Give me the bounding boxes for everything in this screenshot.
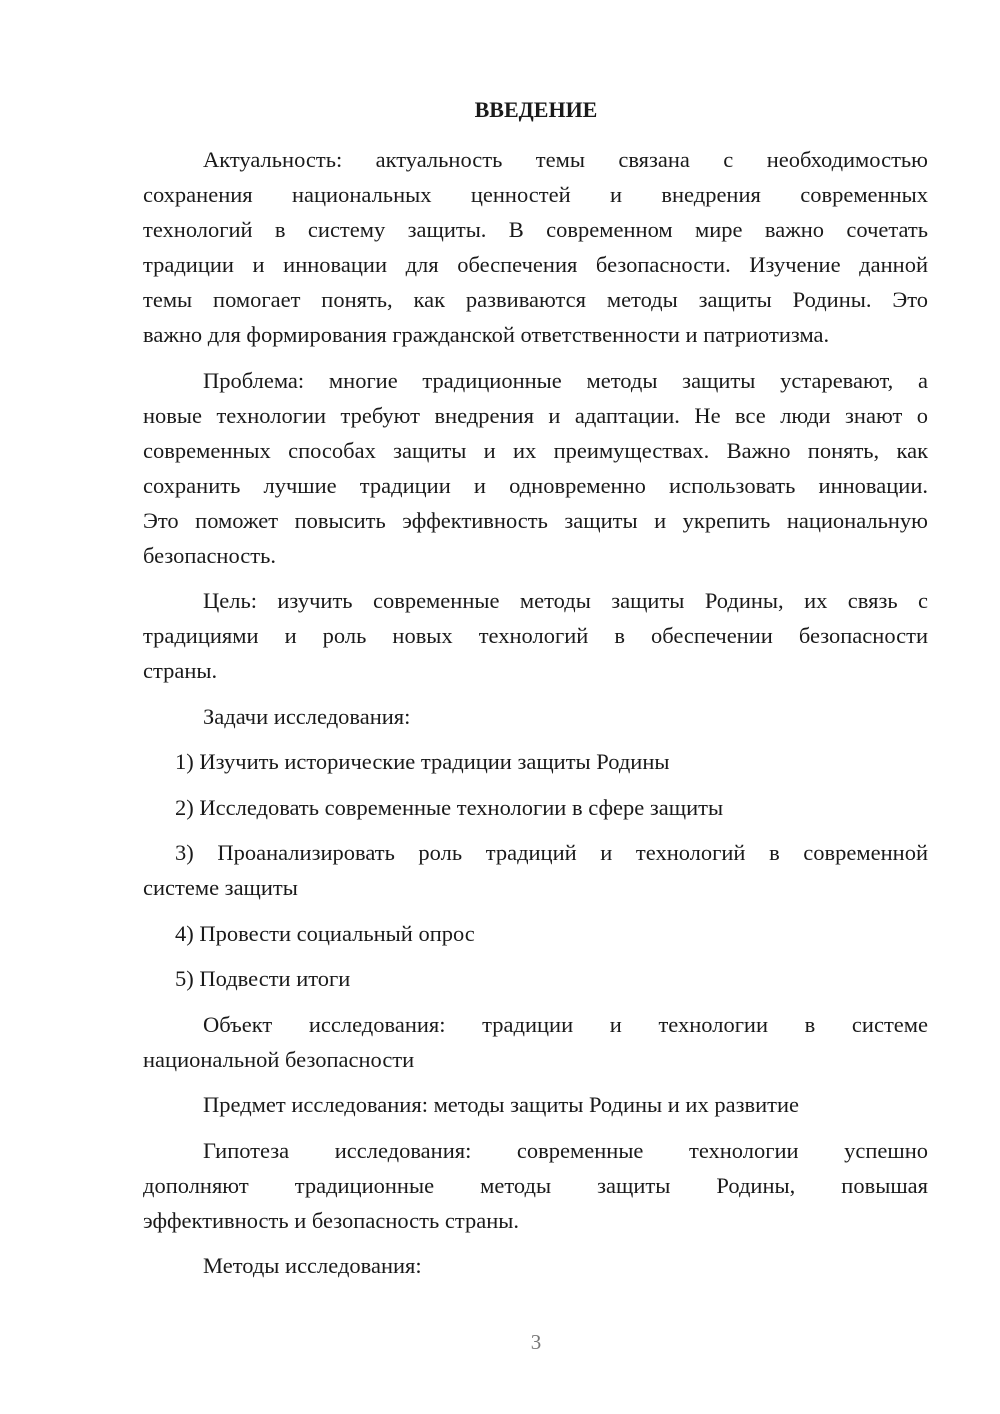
paragraph-methods (143, 1248, 928, 1283)
text-line: 4) Провести социальный опрос (175, 920, 475, 946)
text-line: безопасность. (143, 542, 276, 568)
text-line: 2) Исследовать современные технологии в сфере защиты (175, 794, 724, 820)
text-line: важно для формирования гражданской ответственности и патриотизма. (143, 322, 830, 347)
task-item (143, 916, 928, 951)
text-line: Объект исследования: традиции и технологии в системе (203, 1011, 928, 1037)
text-line: дополняют традиционные методы защиты Родины, повышая (143, 1172, 928, 1198)
text-line: Методы исследования: (203, 1253, 422, 1278)
text-line: Это поможет повысить эффективность защиты и укрепить национальную (143, 507, 928, 533)
text-line: современных способах защиты и их преимуществах. Важно понять, как (143, 437, 928, 463)
text-line: Цель: изучить современные методы защиты Родины, их связь с (203, 588, 928, 613)
paragraph-goal (143, 583, 928, 688)
task-item (143, 790, 928, 825)
paragraph-object (143, 1007, 928, 1077)
paragraph-problem (143, 363, 928, 573)
text-line: Предмет исследования: методы защиты Родины и их развитие (203, 1092, 799, 1117)
paragraph-relevance (143, 142, 928, 352)
task-item (143, 961, 928, 996)
task-item (143, 744, 928, 779)
text-line: традиции и инновации для обеспечения безопасности. Изучение данной (143, 252, 928, 277)
tasks-heading (143, 699, 928, 734)
text-line: Гипотеза исследования: современные технологии успешно (203, 1137, 928, 1163)
text-line: Актуальность: актуальность темы связана с необходимостью (203, 147, 928, 172)
text-line: сохранить лучшие традиции и одновременно использовать инновации. (143, 472, 928, 498)
text-line: традициями и роль новых технологий в обеспечении безопасности (143, 623, 928, 648)
text-line: страны. (143, 658, 218, 683)
paragraph-subject (143, 1087, 928, 1122)
text-line: сохранения национальных ценностей и внедрения современных (143, 182, 928, 207)
text-line: технологий в систему защиты. В современном мире важно сочетать (143, 217, 928, 242)
text-line: Проблема: многие традиционные методы защиты устаревают, а (203, 367, 928, 393)
text-line: 5) Подвести итоги (175, 966, 351, 991)
task-item (143, 835, 928, 905)
document-body (143, 142, 928, 1283)
page-title: ВВЕДЕНИЕ (474, 97, 598, 122)
text-line: национальной безопасности (143, 1046, 415, 1072)
text-line: Задачи исследования: (203, 703, 411, 729)
text-line: эффективность и безопасность страны. (143, 1207, 519, 1233)
text-line: новые технологии требуют внедрения и адаптации. Не все люди знают о (143, 402, 928, 428)
paragraph-hypothesis (143, 1133, 928, 1238)
page-number: 3 (530, 1330, 542, 1354)
text-line: 3) Проанализировать роль традиций и технологий в современной (175, 840, 928, 865)
text-line: темы помогает понять, как развиваются методы защиты Родины. Это (143, 287, 928, 312)
text-line: 1) Изучить исторические традиции защиты Родины (175, 749, 670, 774)
text-line: системе защиты (143, 875, 298, 900)
